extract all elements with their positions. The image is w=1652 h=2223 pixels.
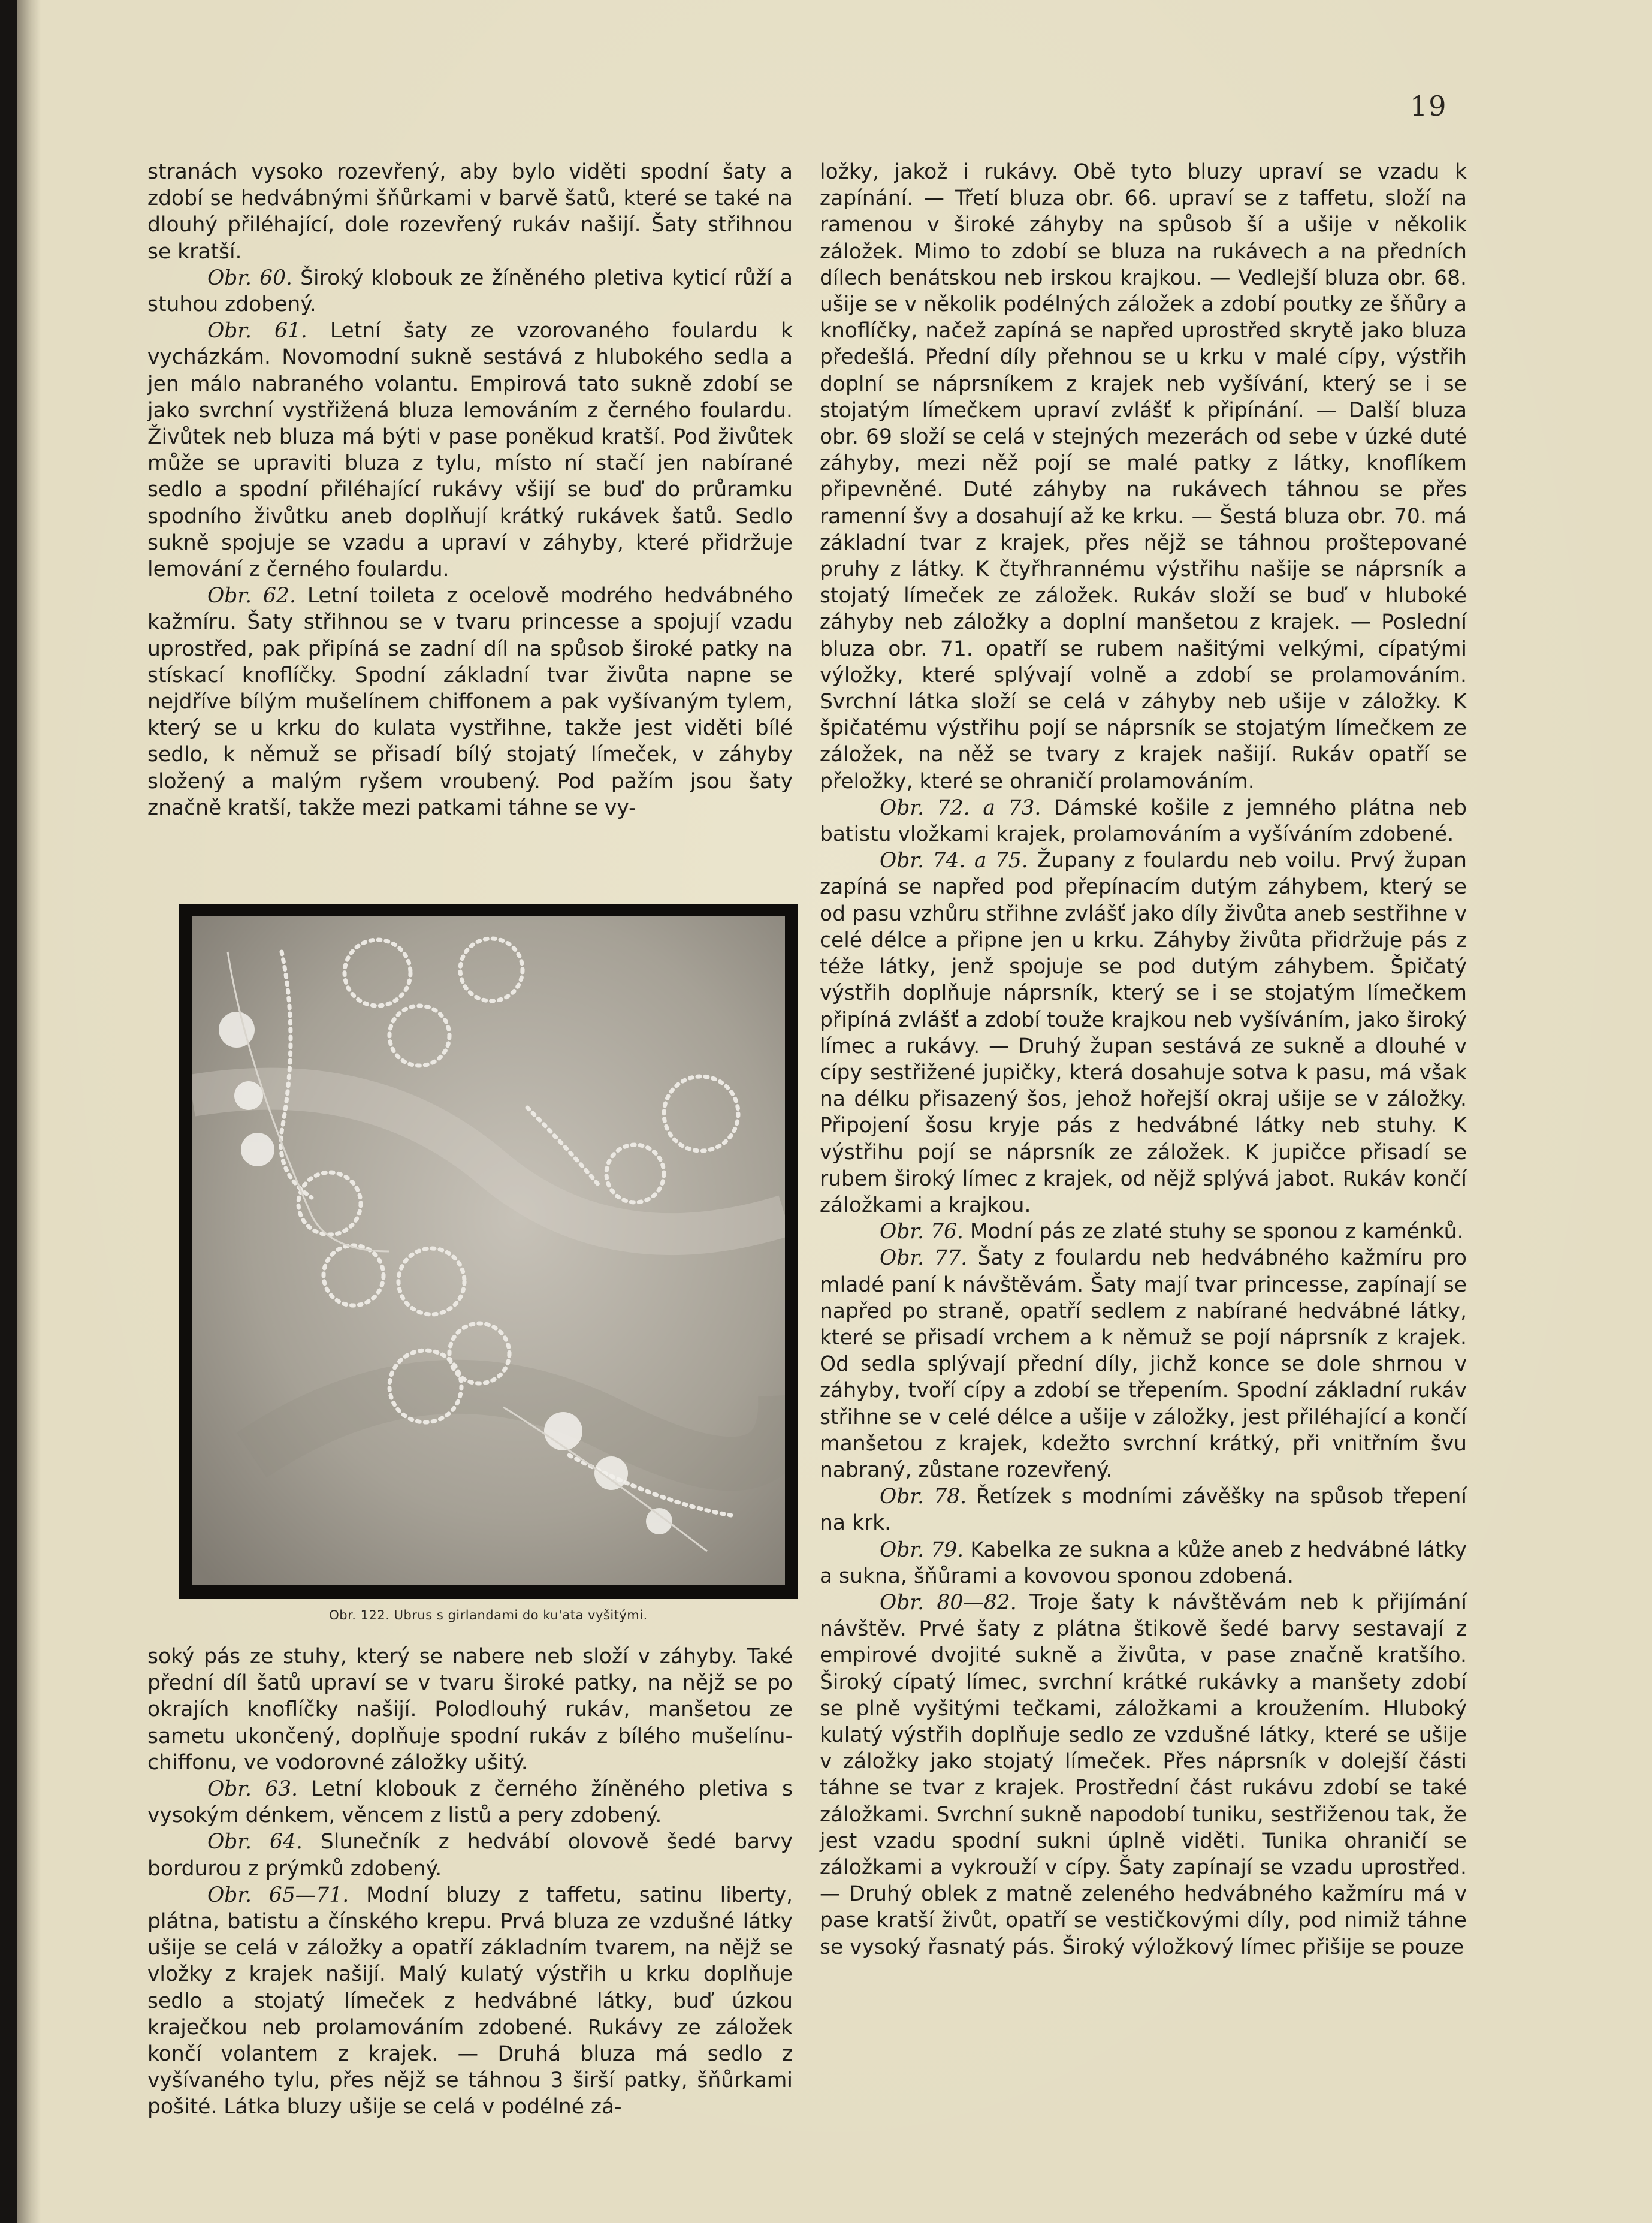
figure-tablecloth-photo — [179, 904, 798, 1599]
paragraph: Obr. 63. Letní klobouk z černého žíněného pletiva s vysokým dénkem, věncem z listů a pery zdobený. — [147, 1777, 793, 1828]
figure-reference: Obr. 60. — [207, 266, 293, 290]
page-number: 19 — [1410, 90, 1448, 122]
right-column — [820, 159, 1467, 1960]
paragraph: Obr. 62. Letní toileta z ocelově modrého hedvábného kažmíru. Šaty střihnou se v tvaru princesse a spojují vzadu uprostřed, pak připíná se zadní díl na spůsob široké patky na stískací knoflíčky. Spodní základní tvar živůta napne se nejdříve bílým mušelínem chiffonem a pak vyšívaným tylem, který se u krku do kulata vystřihne, takže jest viděti bílé sedlo, k němuž se přisadí bílý stojatý límeček, v záhyby složený a malým ryšem vroubený. Pod pažím jsou šaty značně kratší, takže mezi patkami táhne se vy- — [147, 584, 793, 820]
figure-reference: Obr. 74. a 75. — [880, 849, 1028, 873]
left-column-top — [147, 159, 793, 821]
paragraph: Obr. 61. Letní šaty ze vzorovaného foulardu k vycházkám. Novomodní sukně sestává z hlubokého sedla a jen málo nabraného volantu. Empirová tato sukně zdobí se jako svrchní vystřižená bluza lemováním z černého foulardu. Živůtek neb bluza má býti v pase poněkud kratší. Pod živůtek může se upraviti bluza z tylu, místo ní stačí jen nabírané sedlo a spodní přiléhající rukávy všijí se buď do průramku spodního živůtku aneb doplňují krátký rukávek šatů. Sedlo sukně spojuje se vzadu a upraví v záhyby, které přidržuje lemování z černého foulardu. — [147, 319, 793, 582]
book-page — [17, 0, 1652, 2223]
embroidered-tablecloth-image — [192, 916, 785, 1585]
figure-reference: Obr. 61. — [207, 319, 307, 343]
figure-reference: Obr. 80—82. — [880, 1590, 1017, 1615]
paragraph: Obr. 74. a 75. Župany z foulardu neb voilu. Prvý župan zapíná se napřed pod přepínacím dutým záhybem, který se od pasu vzhůru střihne zvlášť jako díly živůta aneb sestřihne v celé délce a připne jen u krku. Záhyby živůta přidržuje pás z téže látky, jenž spojuje se pod dutým záhybem. Špičatý výstřih doplňuje náprsník, který se i se stojatým límečkem připíná zvlášť a zdobí touže krajkou neb vyšíváním, jako široký límec a rukávy. — Druhý župan sestává ze sukně a dlouhé v cípy sestřižené jupičky, která dosahuje sotva k pasu, má však na délku přisazený šos, jehož hořejší okraj ušije se v záložky. Připojení šosu kryje pás z hedvábné látky neb stuhy. K výstřihu pojí se náprsník ze záložek. K jupičce přisadí se rubem široký límec z krajek, od nějž splývá jabot. Rukáv končí záložkami a krajkou. — [820, 849, 1467, 1217]
paragraph: Obr. 60. Široký klobouk ze žíněného pletiva kyticí růží a stuhou zdobený. — [147, 266, 793, 317]
paragraph: Obr. 77. Šaty z foulardu neb hedvábného kažmíru pro mladé paní k návštěvám. Šaty mají tvar princesse, zapínají se napřed po straně, opatří sedlem z nabírané hedvábné látky, které se přisadí vrchem a k němuž se pojí náprsník z krajek. Od sedla splývají přední díly, jichž konce se dole shrnou v záhyby, tvoří cípy a zdobí se třepením. Spodní základní rukáv střihne se v celé délce a ušije v záložky, jest přiléhající a končí manšetou z krajek, kdežto svrchní krátký, při vnitřním švu nabraný, zůstane rozevřený. — [820, 1246, 1467, 1482]
paragraph: Obr. 65—71. Modní bluzy z taffetu, satinu liberty, plátna, batistu a čínského krepu. Prvá bluza ze vzdušné látky ušije se celá v záložky a opatří základním tvarem, na nějž se vložky z krajek našijí. Malý kulatý výstřih u krku doplňuje sedlo a stojatý límeček z hedvábné látky, buď úzkou kraječkou neb prolamováním zdobené. Rukávy ze záložek končí volantem z krajek. — Druhá bluza má sedlo z vyšívaného tylu, přes nějž se táhnou 3 širší patky, šňůrkami pošité. Látka bluzy ušije se celá v podélné zá- — [147, 1883, 793, 2119]
figure-reference: Obr. 62. — [207, 584, 296, 608]
paragraph: ložky, jakož i rukávy. Obě tyto bluzy upraví se vzadu k zapínání. — Třetí bluza obr. 66. upraví se z taffetu, složí na ramenou v široké záhyby na spůsob ší a ušije v několik záložek. Mimo to zdobí se bluza na rukávech a na předních dílech benátskou neb irskou krajkou. — Vedlejší bluza obr. 68. ušije se v několik podélných záložek a zdobí poutky ze šňůry a knoflíčky, načež zapíná se napřed uprostřed skrytě jako bluza předešlá. Přední díly přehnou se u krku v malé cípy, výstřih doplní se náprsníkem z krajek neb vyšívání, který se i se stojatým límečkem upraví zvlášť k připínání. — Další bluza obr. 69 složí se celá v stejných mezerách od sebe v úzké duté záhyby, mezi něž pojí se malé patky z látky, knoflíkem připevněné. Duté záhyby na rukávech táhnou se přes ramenní švy a dosahují až ke krku. — Šestá bluza obr. 70. má základní tvar z krajek, přes nějž se táhnou proštepované pruhy z látky. K čtyřhrannému výstřihu našije se náprsník a stojatý límeček ze záložek. Rukáv složí se buď v hluboké záhyby neb záložky a doplní manšetou z krajek. — Poslední bluza obr. 71. opatří se rubem našitými velkými, cípatými výložky, které splývají volně a zdobí se prolamováním. Svrchní látka složí se celá v záhyby neb ušije v záložky. K špičatému výstřihu pojí se náprsník se stojatým límečkem ze záložek, na něž se tvary z krajek našijí. Rukáv opatří se přeložky, které se ohraničí prolamováním. — [820, 160, 1467, 794]
figure-reference: Obr. 64. — [207, 1830, 303, 1854]
figure-reference: Obr. 78. — [880, 1485, 967, 1509]
figure-reference: Obr. 65—71. — [207, 1883, 349, 1907]
paragraph: Obr. 78. Řetízek s modními závěšky na spůsob třepení na krk. — [820, 1485, 1467, 1536]
left-column-bottom — [147, 1643, 793, 2121]
paragraph: soký pás ze stuhy, který se nabere neb složí v záhyby. Také přední díl šatů upraví se v tvaru široké patky, na nějž se po okrajích knoflíčky našijí. Polodlouhý rukáv, manšetou ze sametu ukončený, doplňuje spodní rukáv z bílého mušelínu-chiffonu, ve vodorovné záložky ušitý. — [147, 1645, 793, 1775]
figure-reference: Obr. 72. a 73. — [880, 795, 1041, 820]
figure-reference: Obr. 77. — [880, 1246, 968, 1271]
paragraph: Obr. 80—82. Troje šaty k návštěvám neb k přijímání návštěv. Prvé šaty z plátna štikově šedé barvy sestavají z empirové dvojité sukně a živůta, v pase značně kratšího. Široký cípatý límec, svrchní krátké rukávky a manšety zdobí se plně vyšitými tečkami, záložkami a kroužením. Hluboký kulatý výstřih doplňuje sedlo ze vzdušné látky, které se ušije v záložky jako stojatý límeček. Přes náprsník v dolejší části táhne se tvar z krajek. Prostřední část rukávu zdobí se také záložkami. Svrchní sukně napodobí tuniku, sestřiženou tak, že jest vzadu spodní sukni úplně viděti. Tunika ohraničí se záložkami a vykrouží v cípy. Šaty zapínají se vzadu uprostřed. — Druhý oblek z matně zeleného hedvábného kažmíru má v pase kratší živůt, opatří se vestičkovými díly, pod nimiž táhne se vysoký řasnatý pás. Široký výložkový límec přišije se pouze — [820, 1590, 1467, 1959]
page-spine-shadow — [17, 0, 41, 2223]
figure-reference: Obr. 79. — [880, 1537, 964, 1562]
figure-reference: Obr. 76. — [880, 1220, 964, 1244]
paragraph: Obr. 79. Kabelka ze sukna a kůže aneb z hedvábné látky a sukna, šňůrami a kovovou sponou zdobená. — [820, 1537, 1467, 1588]
paragraph: Obr. 64. Slunečník z hedvábí olovově šedé barvy bordurou z prýmků zdobený. — [147, 1830, 793, 1881]
paragraph: stranách vysoko rozevřený, aby bylo viděti spodní šaty a zdobí se hedvábnými šňůrkami v barvě šatů, které se také na dlouhý přiléhající, dole rozevřený rukáv našijí. Šaty střihnou se kratší. — [147, 160, 793, 264]
paragraph: Obr. 72. a 73. Dámské košile z jemného plátna neb batistu vložkami krajek, prolamováním a vyšíváním zdobené. — [820, 795, 1467, 847]
paragraph: Obr. 76. Modní pás ze zlaté stuhy se sponou z kaménků. — [880, 1220, 1464, 1244]
figure-caption: Obr. 122. Ubrus s girlandami do ku'ata vyšitými. — [329, 1608, 648, 1622]
figure-reference: Obr. 63. — [207, 1777, 298, 1802]
